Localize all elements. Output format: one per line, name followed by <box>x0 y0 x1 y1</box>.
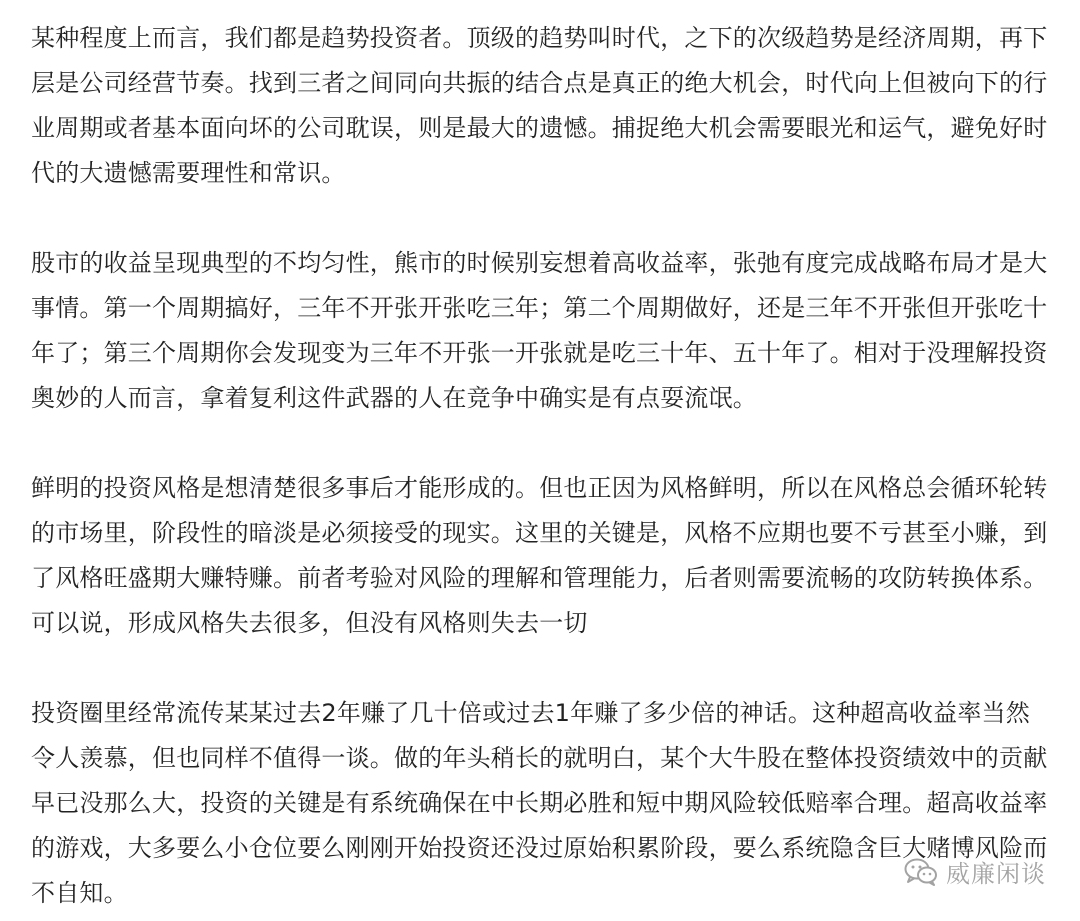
paragraph-trend-investing: 某种程度上而言，我们都是趋势投资者。顶级的趋势叫时代，之下的次级趋势是经济周期，再下层是公司经营节奏。找到三者之间同向共振的结合点是真正的绝大机会，时代向上但被向下的行业周期或者基本面向坏的公司耽误，则是最大的遗憾。捕捉绝大机会需要眼光和运气，避免好时代的大遗憾需要理性和常识。 <box>31 24 1048 187</box>
paragraph-uneven-returns: 股市的收益呈现典型的不均匀性，熊市的时候别妄想着高收益率，张弛有度完成战略布局才是大事情。第一个周期搞好，三年不开张开张吃三年；第二个周期做好，还是三年不开张但开张吃十年了；第三个周期你会发现变为三年不开张一开张就是吃三十年、五十年了。相对于没理解投资奥妙的人而言，拿着复利这件武器的人在竞争中确实是有点耍流氓。 <box>31 249 1048 412</box>
watermark-text: 威廉闲谈 <box>946 860 1046 888</box>
article-body <box>31 16 1051 916</box>
paragraph-investment-style: 鲜明的投资风格是想清楚很多事后才能形成的。但也正因为风格鲜明，所以在风格总会循环轮转的市场里，阶段性的暗淡是必须接受的现实。这里的关键是，风格不应期也要不亏甚至小赚，到了风格旺盛期大赚特赚。前者考验对风险的理解和管理能力，后者则需要流畅的攻防转换体系。可以说，形成风格失去很多，但没有风格则失去一切 <box>31 474 1048 637</box>
watermark <box>904 854 1046 889</box>
wechat-icon <box>904 858 938 886</box>
paragraph-high-return-myth: 投资圈里经常流传某某过去2年赚了几十倍或过去1年赚了多少倍的神话。这种超高收益率当然令人羡慕，但也同样不值得一谈。做的年头稍长的就明白，某个大牛股在整体投资绩效中的贡献早已没那么大，投资的关键是有系统确保在中长期必胜和短中期风险较低赔率合理。超高收益率的游戏，大多要么小仓位要么刚刚开始投资还没过原始积累阶段，要么系统隐含巨大赌博风险而不自知。 <box>31 699 1048 907</box>
